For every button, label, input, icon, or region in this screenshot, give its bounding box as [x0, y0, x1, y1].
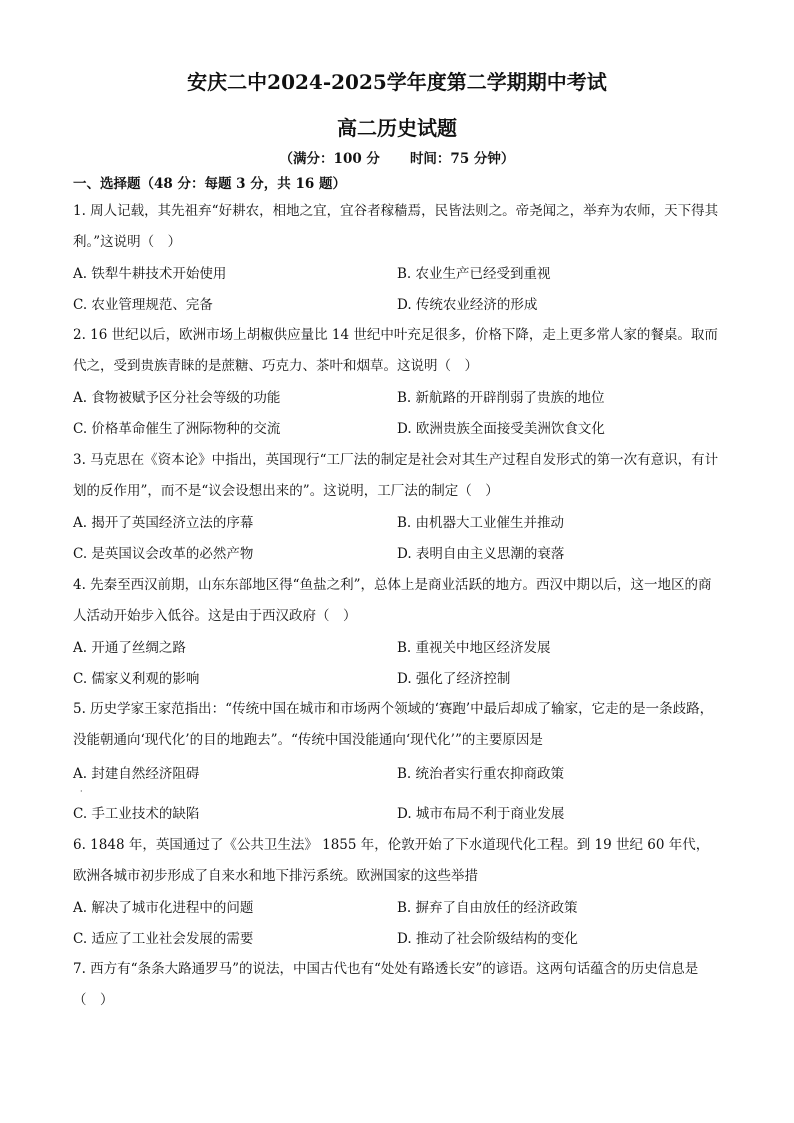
question-1-option-a: A. 铁犁牛耕技术开始使用: [73, 266, 227, 282]
question-5-option-a: A. 封建自然经济阻碍: [73, 766, 200, 782]
question-stem-1: 1. 周人记载，其先祖弃“好耕农，相地之宜，宜谷者稼穑焉，民皆法则之。帝尧闻之，举弃为农师，天下得其利。”这说明（ ）: [73, 203, 719, 250]
question-1-option-d: D. 传统农业经济的形成: [397, 297, 538, 313]
question-stem-3: 3. 马克思在《资本论》中指出，英国现行“工厂法的制定是社会对其生产过程自发形式的第一次有意识，有计划的反作用”，而不是“议会设想出来的”。这说明，工厂法的制定（ ）: [73, 452, 719, 499]
exam-subtitle: 高二历史试题: [337, 116, 457, 140]
question-2-option-c: C. 价格革命催生了洲际物种的交流: [73, 421, 281, 437]
question-6-option-b: B. 摒弃了自由放任的经济政策: [397, 900, 578, 916]
question-3-option-a: A. 揭开了英国经济立法的序幕: [73, 515, 254, 531]
question-6-option-a: A. 解决了城市化进程中的问题: [73, 900, 254, 916]
question-1-option-b: B. 农业生产已经受到重视: [397, 266, 551, 282]
question-6-option-d: D. 推动了社会阶级结构的变化: [397, 931, 578, 947]
stray-dot: ·: [80, 787, 83, 796]
question-3-option-d: D. 表明自由主义思潮的衰落: [397, 546, 565, 562]
question-4-option-d: D. 强化了经济控制: [397, 671, 511, 687]
question-2-option-d: D. 欧洲贵族全面接受美洲饮食文化: [397, 421, 605, 437]
question-2-option-a: A. 食物被赋予区分社会等级的功能: [73, 390, 281, 406]
question-2-option-b: B. 新航路的开辟削弱了贵族的地位: [397, 390, 605, 406]
question-1-option-c: C. 农业管理规范、完备: [73, 297, 213, 313]
question-stem-6: 6. 1848 年，英国通过了《公共卫生法》 1855 年，伦敦开始了下水道现代化工程。到 19 世纪 60 年代，欧洲各城市初步形成了自来水和地下排污系统。欧洲国家的这些举措: [73, 837, 710, 884]
question-stem-7: 7. 西方有“条条大路通罗马”的说法，中国古代也有“处处有路透长安”的谚语。这两句话蕴含的历史信息是（ ）: [73, 961, 699, 1008]
question-3-option-c: C. 是英国议会改革的必然产物: [73, 546, 254, 562]
question-stem-5: 5. 历史学家王家范指出：“传统中国在城市和市场两个领域的‘赛跑’中最后却成了输家，它走的是一条歧路，没能朝通向‘现代化’的目的地跑去”。“传统中国没能通向‘现代化’”的主要原因是: [73, 701, 714, 748]
question-5-option-d: D. 城市布局不利于商业发展: [397, 806, 565, 822]
score-info: （满分：100 分: [279, 151, 380, 167]
question-6-option-c: C. 适应了工业社会发展的需要: [73, 931, 254, 947]
time-info: 时间：75 分钟）: [409, 151, 515, 167]
question-5-option-b: B. 统治者实行重农抑商政策: [397, 766, 565, 782]
question-stem-2: 2. 16 世纪以后，欧洲市场上胡椒供应量比 14 世纪中叶充足很多，价格下降，走上更多常人家的餐桌。取而代之，受到贵族青睐的是蔗糖、巧克力、茶叶和烟草。这说明（ ）: [73, 327, 718, 374]
exam-title: 安庆二中2024-2025学年度第二学期期中考试: [187, 70, 607, 94]
question-stem-4: 4. 先秦至西汉前期，山东东部地区得“鱼盐之利”，总体上是商业活跃的地方。西汉中期以后，这一地区的商人活动开始步入低谷。这是由于西汉政府（ ）: [73, 577, 712, 624]
question-3-option-b: B. 由机器大工业催生并推动: [397, 515, 565, 531]
question-4-option-b: B. 重视关中地区经济发展: [397, 640, 551, 656]
question-4-option-a: A. 开通了丝绸之路: [73, 640, 186, 656]
section-title: 一、选择题（48 分：每题 3 分，共 16 题）: [73, 176, 346, 192]
question-5-option-c: C. 手工业技术的缺陷: [73, 806, 200, 822]
exam-info: [0, 147, 794, 167]
question-4-option-c: C. 儒家义利观的影响: [73, 671, 200, 687]
